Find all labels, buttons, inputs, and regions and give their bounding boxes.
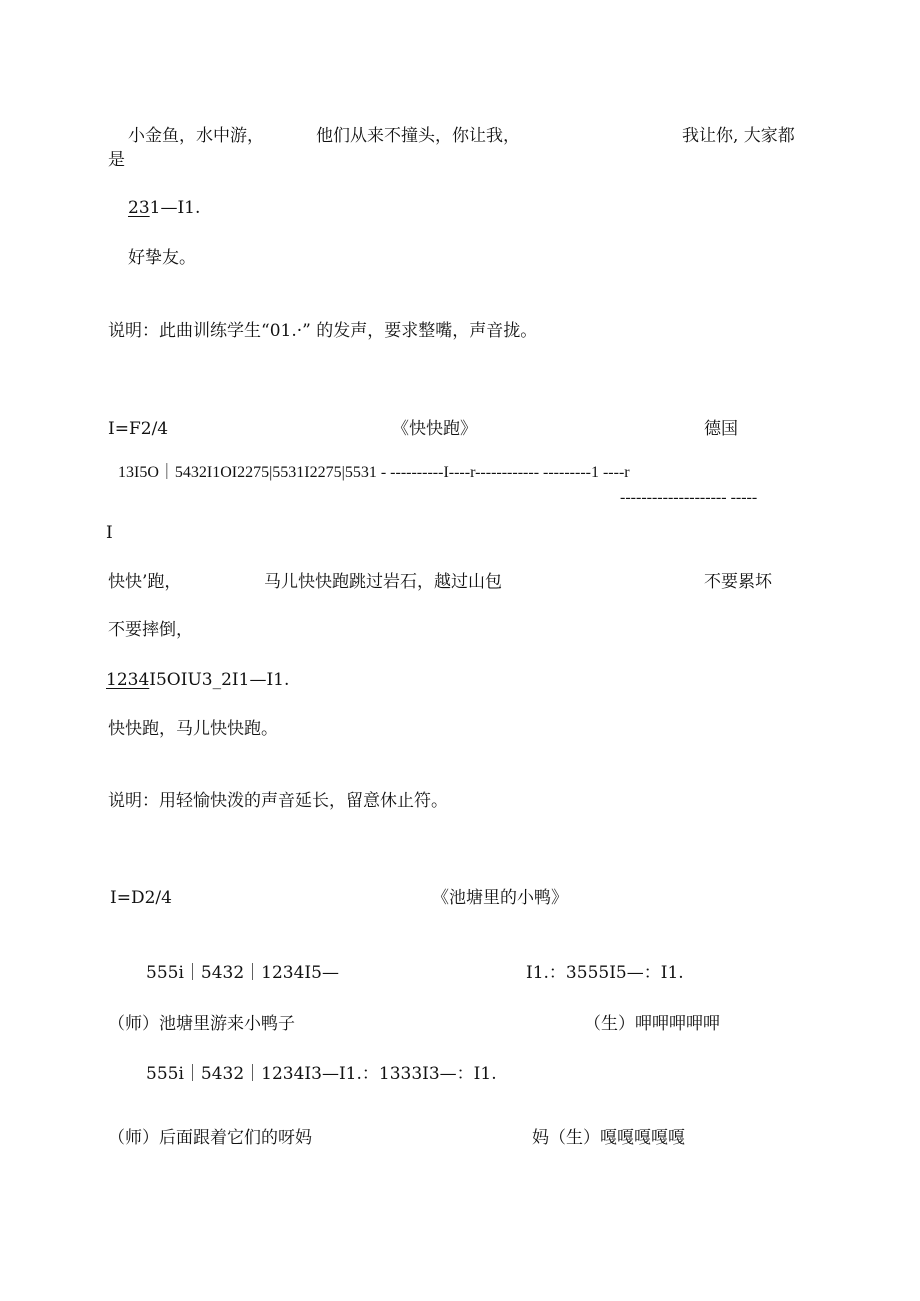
song2-notation-rest: I5OIU3_2I1—I1.: [149, 670, 290, 690]
song2-title: 《快快跑》: [392, 419, 477, 439]
song3-lyric-a1: （师）池塘里游来小鸭子: [108, 1014, 295, 1034]
song3-lyric-a2: （生）呷呷呷呷呷: [584, 1014, 720, 1034]
song2-notation: [106, 672, 289, 689]
song2-notation-line1: 13I5O｜5432I1OI2275|5531I2275|5531 - ----------I----r------------ ---------1 ----r: [118, 464, 630, 481]
song3-title: 《池塘里的小鸭》: [432, 888, 568, 908]
song3-key: I=D2/4: [110, 888, 172, 908]
song2-origin: 德国: [704, 419, 738, 439]
song2-notation-line2: -------------------- -----: [620, 489, 758, 506]
song2-lyric-a: 快快’跑，: [108, 572, 182, 592]
song2-lyric-e: 快快跑，马儿快快跑。: [108, 719, 278, 739]
song3-lyric-b1: （师）后面跟着它们的呀妈: [108, 1128, 312, 1148]
song3-notation-b: 555i｜5432｜1234I3—I1.：1333I3—：I1.: [146, 1064, 497, 1084]
song3-notation-a1: 555i｜5432｜1234I5—: [146, 963, 339, 983]
song2-key: I=F2/4: [108, 419, 169, 439]
song1-lyric-c: 我让你, 大家都: [682, 126, 795, 146]
song2-notation-line3: I: [106, 523, 113, 543]
song1-lyric-e: 好挚友。: [128, 248, 196, 268]
song1-note: 说明：此曲训练学生“01.·” 的发声，要求整嘴，声音拢。: [108, 321, 538, 341]
song1-lyric-d: 是: [108, 150, 125, 170]
song1-notation: [128, 200, 200, 217]
song2-note: 说明：用轻愉快泼的声音延长，留意休止符。: [108, 791, 448, 811]
song2-lyric-c: 不要累坏: [704, 572, 772, 592]
song2-notation-underlined: 1234: [106, 670, 150, 690]
song1-lyric-a: 小金鱼，水中游，: [128, 126, 264, 146]
song3-lyric-b2: 妈（生）嘎嘎嘎嘎嘎: [532, 1128, 685, 1148]
song2-lyric-d: 不要摔倒，: [108, 620, 193, 640]
song2-lyric-b: 马儿快快跑跳过岩石，越过山包: [264, 572, 502, 592]
song1-notation-rest: 1—I1.: [149, 198, 201, 218]
song3-notation-a2: I1.：3555I5—：I1.: [526, 963, 684, 983]
song1-lyric-b: 他们从来不撞头，你让我，: [316, 126, 520, 146]
song1-notation-underlined: 23: [128, 198, 150, 218]
